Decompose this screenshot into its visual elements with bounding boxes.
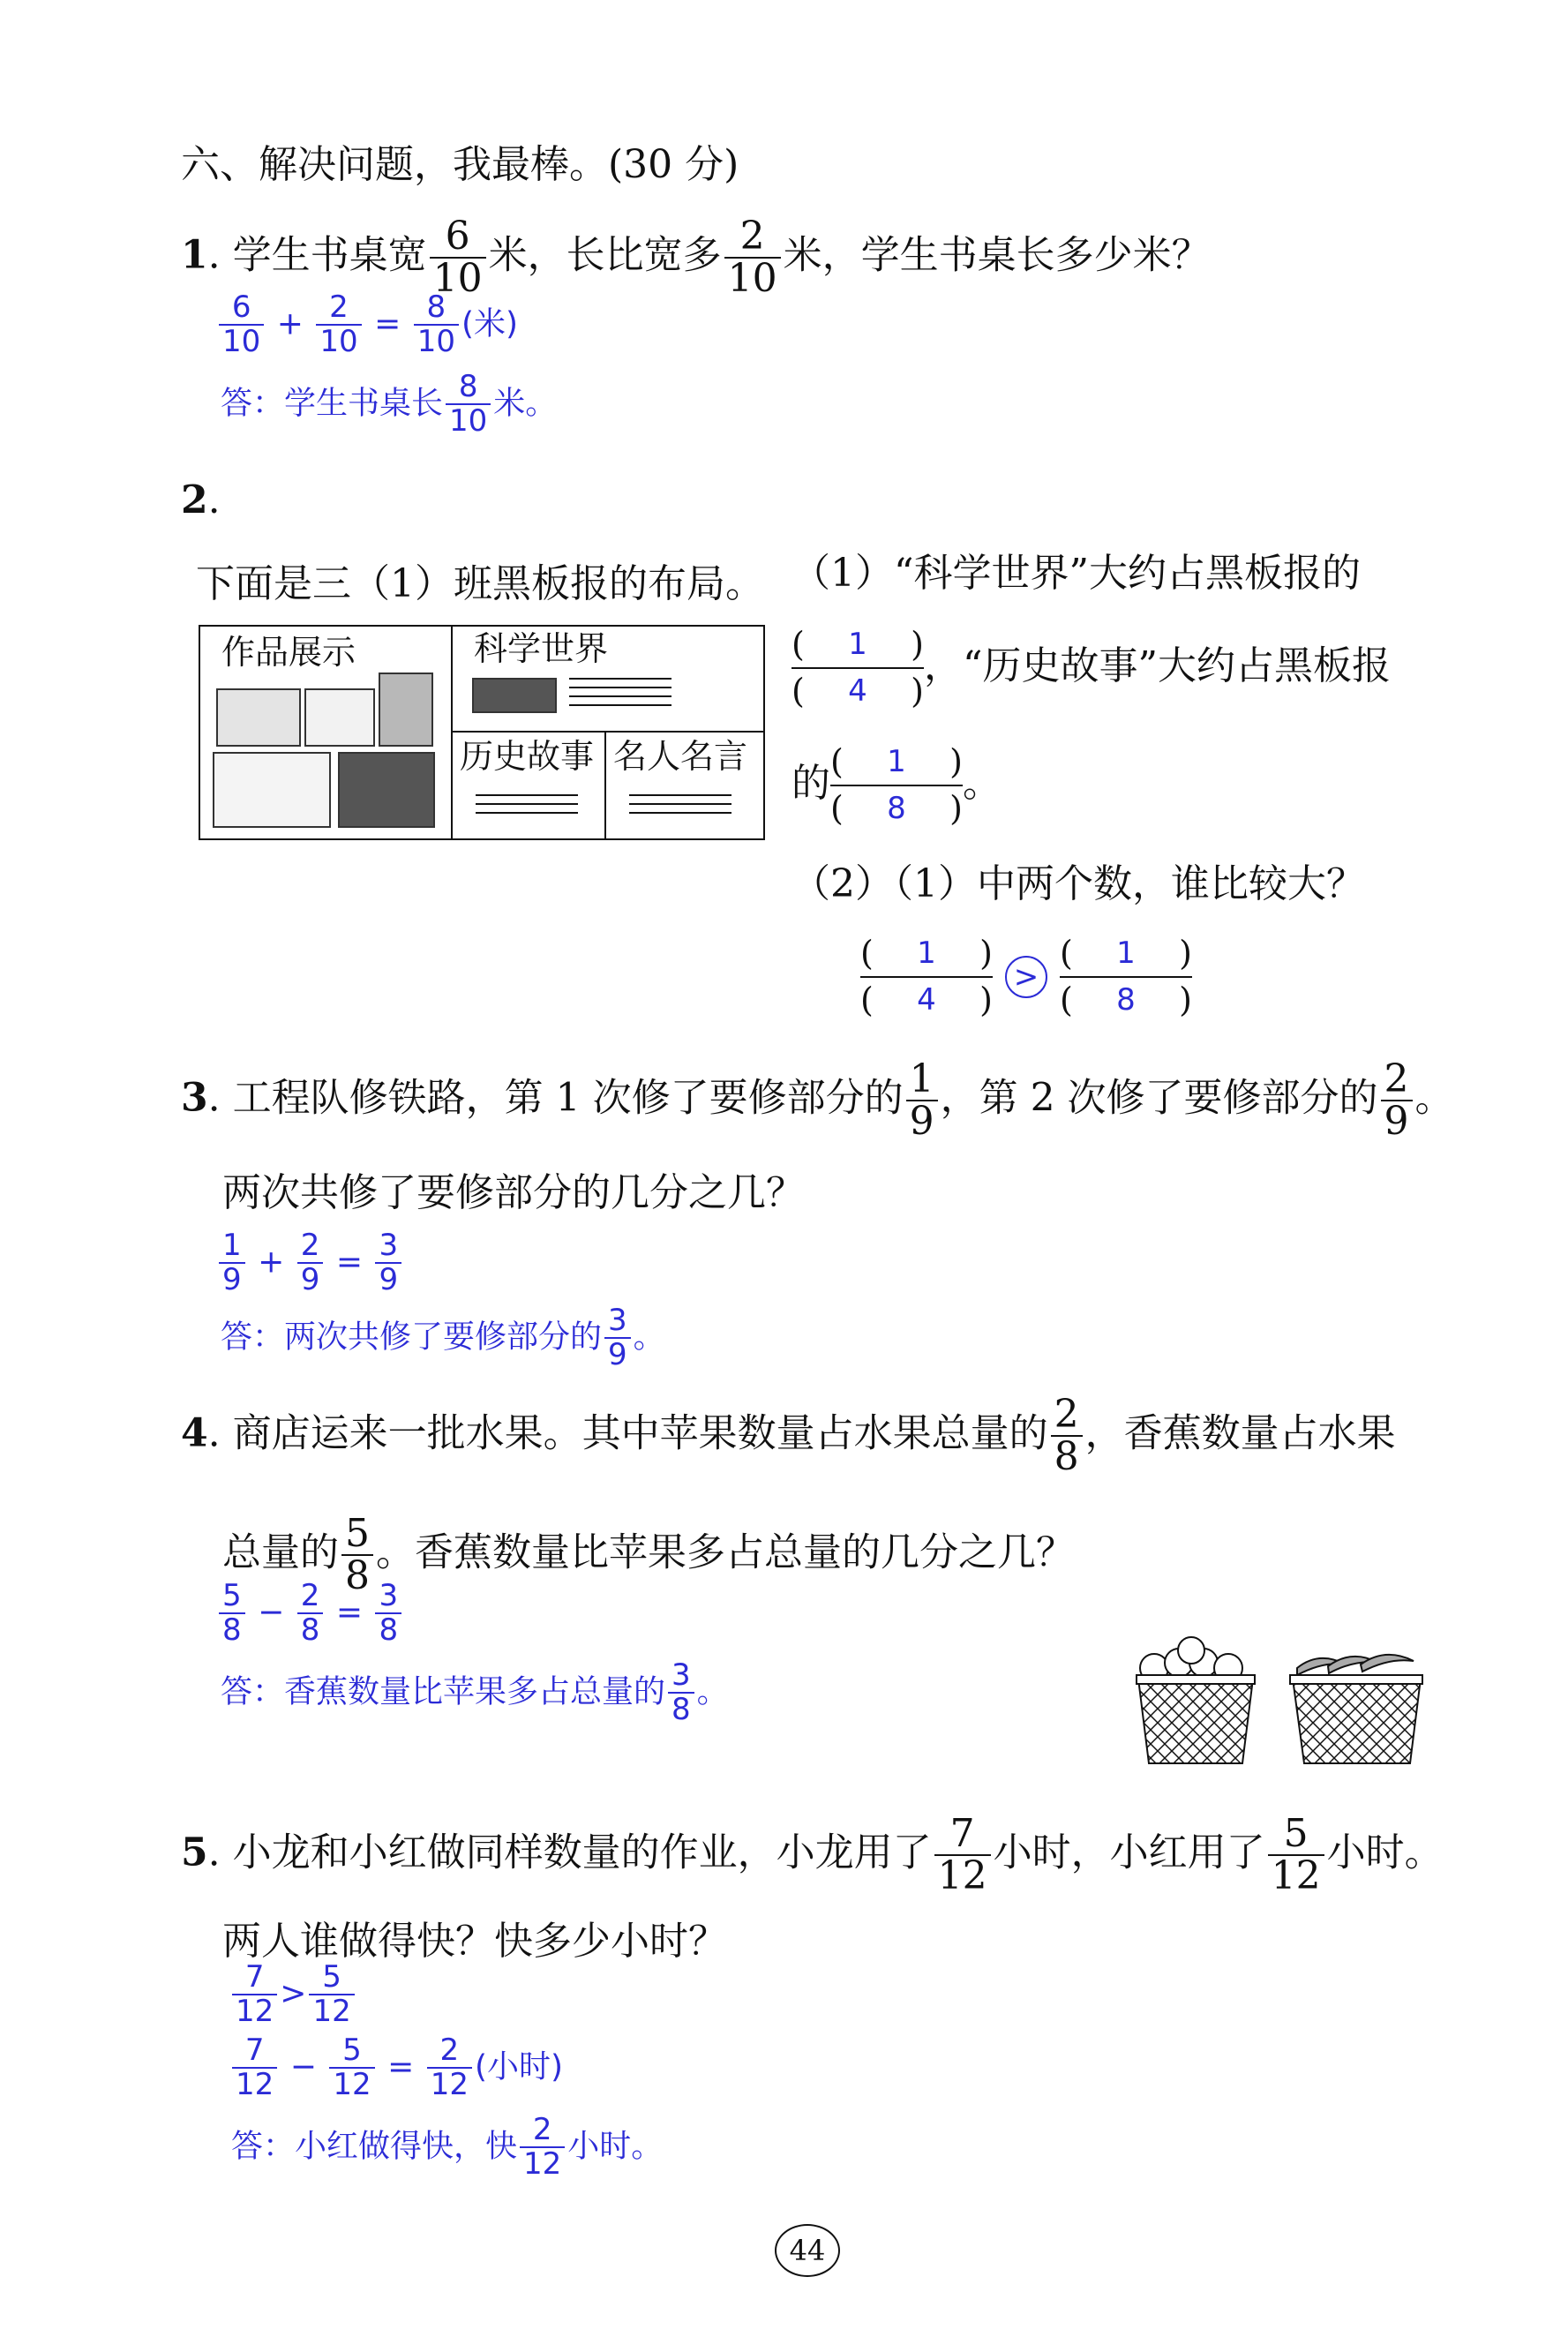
q3-answer: 答：两次共修了要修部分的 $\frac{3}{9}$ 。: [221, 1303, 665, 1373]
q2-part1-line2: ( 1 ) ( 4 ) ，“历史故事”大约占黑板报: [792, 622, 1391, 715]
q1-fraction-2: $\frac{2}{10}$: [724, 216, 781, 299]
page-number: 44: [775, 2224, 840, 2277]
q3-line2: 两次共修了要修部分的几分之几？: [222, 1170, 805, 1215]
q2-comparison: ( 1 ) ( 4 ) > ( 1 ) ( 8 ): [860, 931, 1192, 1024]
blackboard-layout-diagram: [199, 625, 765, 840]
q1-line: 1. 学生书桌宽 $\frac{6}{10}$ 米，长比宽多 $\frac{2}{10}$ 米，学生书桌长多少米？: [181, 214, 1211, 302]
science-picture: [472, 678, 557, 713]
q4-line2: 总量的 $\frac{5}{8}$ 。香蕉数量比苹果多占总量的几分之几？: [222, 1511, 1075, 1599]
picture-box: [216, 688, 301, 747]
text-lines: [476, 794, 578, 821]
picture-box: [213, 752, 331, 828]
picture-box: [338, 752, 435, 828]
q3-number: 3: [181, 1075, 208, 1121]
q5-comparison: $\frac{7}{12}$ > $\frac{5}{12}$: [229, 1961, 357, 2029]
text-lines: [569, 678, 671, 713]
q3-line1: 3. 工程队修铁路，第 1 次修了要修部分的 $\frac{1}{9}$ ，第 2 次修了要修部分的 $\frac{2}{9}$ 。: [181, 1056, 1454, 1145]
q5-line2: 两人谁做得快？快多少小时？: [222, 1919, 727, 1964]
q1-number: 1: [181, 232, 208, 278]
q4-line1: 4. 商店运来一批水果。其中苹果数量占水果总量的 $\frac{2}{8}$ ，香蕉数量占水果: [181, 1392, 1396, 1480]
apple-basket-icon: [1137, 1637, 1255, 1763]
fruit-baskets-illustration: [1129, 1624, 1438, 1774]
picture-box: [379, 673, 433, 747]
q2-part2: （2）（1）中两个数，谁比较大？: [792, 861, 1365, 906]
q1-text-b: 米，长比宽多: [488, 232, 722, 278]
q2-number: 2.: [181, 477, 221, 522]
q1-answer: 答：学生书桌长 $\frac{8}{10}$ 米。: [221, 369, 558, 440]
greater-than-answer: >: [1005, 956, 1047, 998]
q2-part1-line3: 的 ( 1 ) ( 8 ) 。: [792, 740, 1002, 832]
q5-answer: 答：小红做得快，快 $\frac{2}{12}$ 小时。: [231, 2112, 664, 2183]
q2-intro: 下面是三（1）班黑板报的布局。: [196, 561, 764, 606]
text-lines: [629, 794, 731, 821]
banana-basket-icon: [1290, 1655, 1422, 1763]
q4-number: 4: [181, 1410, 208, 1456]
q4-calculation: $\frac{5}{8}$ − $\frac{2}{8}$ = $\frac{3}{8}$: [216, 1580, 404, 1648]
q2-answer-fraction-2: ( 1 ) ( 8 ): [830, 740, 963, 832]
q2-part1-line1: （1）“科学世界”大约占黑板报的: [792, 551, 1361, 596]
q1-text-c: 米，学生书桌长多少米？: [783, 232, 1211, 278]
zone-famous-quotes: 名人名言: [613, 737, 748, 776]
picture-box: [304, 688, 375, 747]
q1-calculation: $\frac{6}{10}$ + $\frac{2}{10}$ = $\frac{8}{10}$ (米): [216, 291, 518, 359]
q2-answer-fraction-1: ( 1 ) ( 4 ): [792, 622, 924, 715]
q1-fraction-1: $\frac{6}{10}$: [430, 216, 486, 299]
zone-works-display: 作品展示: [221, 633, 356, 672]
q5-number: 5: [181, 1830, 208, 1875]
q1-text-a: 学生书桌宽: [232, 232, 427, 278]
q3-calculation: $\frac{1}{9}$ + $\frac{2}{9}$ = $\frac{3}{9}$: [216, 1229, 404, 1297]
q5-calculation: $\frac{7}{12}$ − $\frac{5}{12}$ = $\frac{2}{12}$ (小时): [229, 2034, 563, 2102]
q4-answer: 答：香蕉数量比苹果多占总量的 $\frac{3}{8}$ 。: [221, 1657, 729, 1728]
section-title: 六、解决问题，我最棒。(30 分): [181, 142, 739, 187]
q5-line1: 5. 小龙和小红做同样数量的作业，小龙用了 $\frac{7}{12}$ 小时，小红用了 $\frac{5}{12}$ 小时。: [181, 1811, 1444, 1899]
zone-science-world: 科学世界: [474, 629, 609, 668]
zone-history-stories: 历史故事: [460, 737, 595, 776]
